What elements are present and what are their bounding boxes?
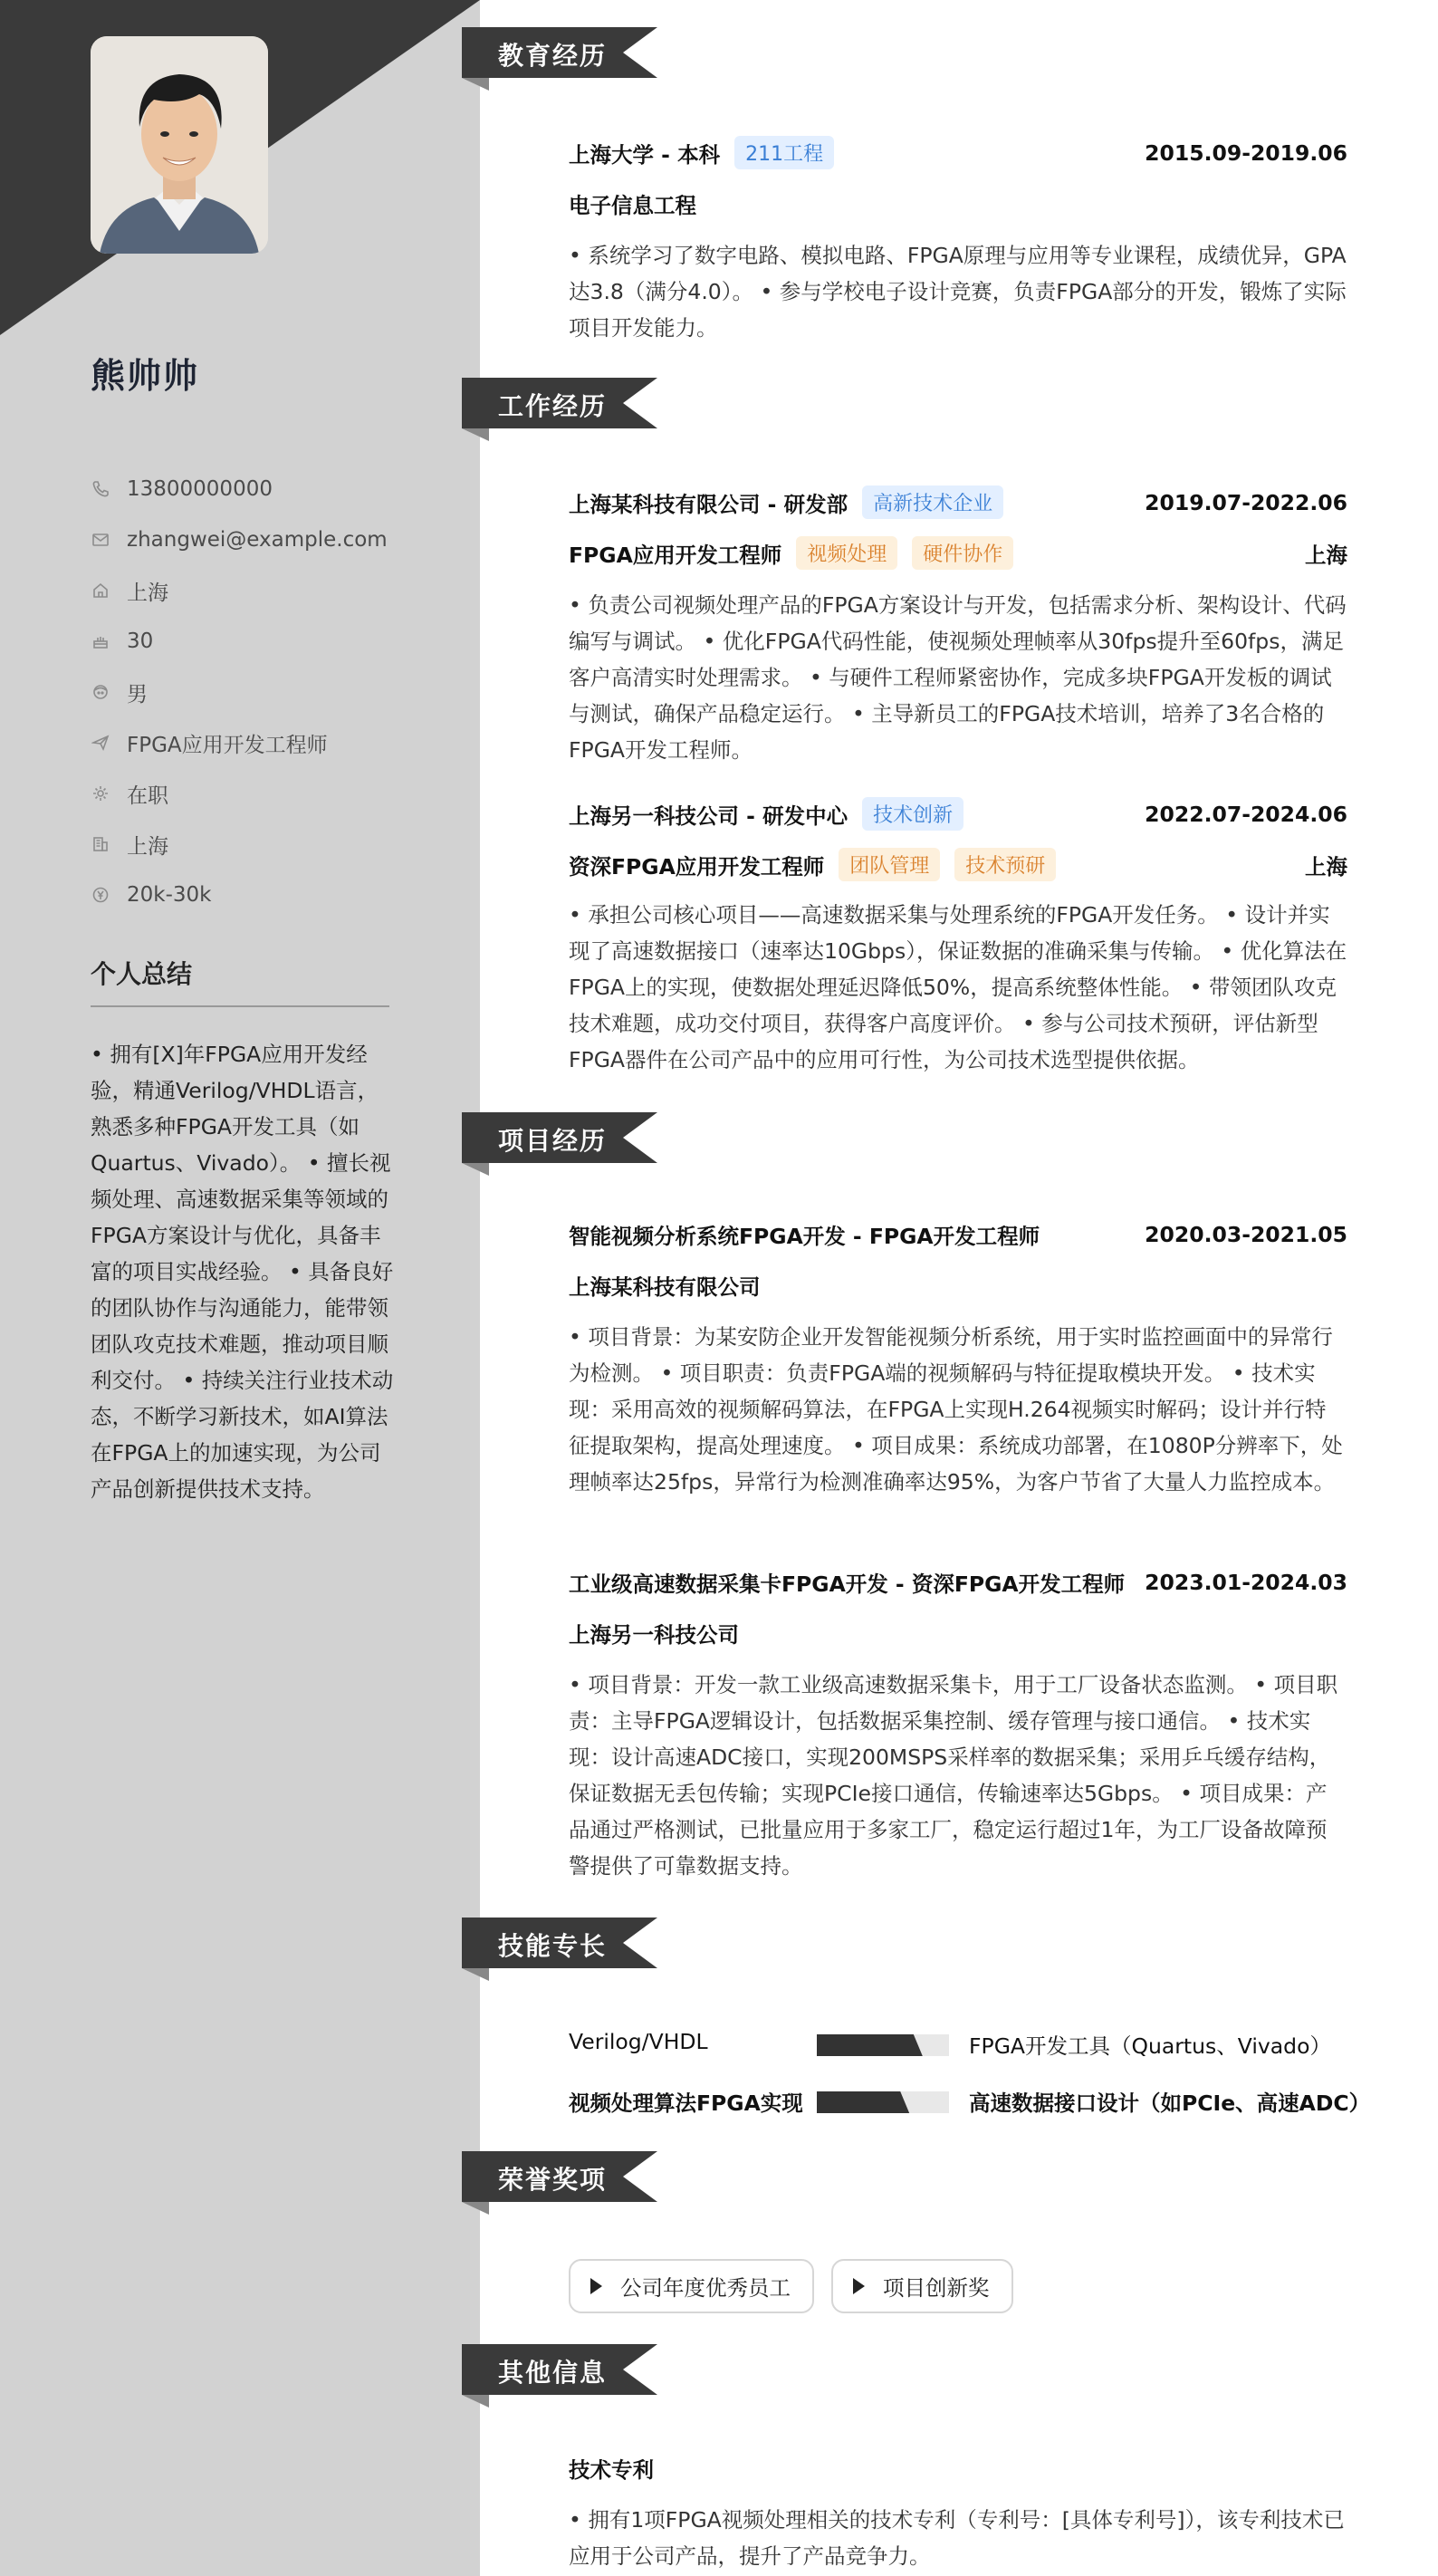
project-1-desc: • 项目背景：为某安防企业开发智能视频分析系统，用于实时监控画面中的异常行为检测。 • 项目职责：负责FPGA端的视频解码与特征提取模块开发。 • 技术实现：采用高效的视频解码算法，在FPGA上实现H.264视频实时解码；设计并行特征提取架构，提高处理速度。 • 项目成果：系统成功部署，在1080P分辨率下，处理帧率达25fps，异常行为检测准确率达95%，为客户节省了大量人力监控成本。 <box>569 1324 1343 1495</box>
skill-2-bar <box>817 2091 949 2113</box>
section-header-work <box>462 378 657 428</box>
info-salary <box>91 870 453 920</box>
section-title-skills: 技能专长 <box>498 1931 608 1961</box>
work-2-desc: • 承担公司核心项目——高速数据采集与处理系统的FPGA开发任务。 • 设计并实现了高速数据接口（速率达10Gbps），保证数据的准确采集与传输。 • 优化算法在FPGA上的实现，使数据处理延迟降低50%，提高系统整体性能。 • 带领团队攻克技术难题，成功交付项目，获得客户高度评价。 • 参与公司技术预研，评估新型FPGA器件在公司产品中的应用可行性，为公司技术选型提供依据。 <box>569 902 1347 1072</box>
project-1-date: 2020.03-2021.05 <box>1145 1222 1347 1247</box>
play-icon <box>590 2278 602 2294</box>
section-header-education <box>462 27 657 78</box>
info-location-text: 上海 <box>127 581 168 605</box>
honor-badge-2 <box>831 2259 1013 2313</box>
home-icon <box>91 581 110 601</box>
work-2-header <box>569 797 1347 831</box>
play-icon <box>853 2278 865 2294</box>
info-gender <box>91 667 453 717</box>
info-gender-text: 男 <box>127 682 148 706</box>
building-icon <box>91 834 110 854</box>
info-phone <box>91 464 453 514</box>
work-2-role-tag-1: 团队管理 <box>839 848 940 881</box>
work-1-city: 上海 <box>1305 542 1347 568</box>
info-work-city <box>91 819 453 870</box>
work-2-role: 资深FPGA应用开发工程师 <box>569 853 825 879</box>
candidate-name: 熊帅帅 <box>91 356 200 396</box>
project-2-header <box>569 1567 1347 1598</box>
project-2-date: 2023.01-2024.03 <box>1145 1570 1347 1595</box>
education-header-row <box>569 136 1347 169</box>
work-1-desc: • 负责公司视频处理产品的FPGA方案设计与开发，包括需求分析、架构设计、代码编写与调试。 • 优化FPGA代码性能，使视频处理帧率从30fps提升至60fps，满足客户高清实时处理需求。 • 与硬件工程师紧密协作，完成多块FPGA开发板的调试与测试，确保产品稳定运行。 • 主导新员工的FPGA技术培训，培养了3名合格的FPGA开发工程师。 <box>569 592 1347 763</box>
info-email-text: zhangwei@example.com <box>127 528 388 552</box>
section-title-project: 项目经历 <box>498 1126 608 1156</box>
project-2-company-row <box>569 1618 1347 1648</box>
skill-row-1 <box>569 2025 1366 2062</box>
work-1-tag: 高新技术企业 <box>862 485 1003 519</box>
section-header-honors <box>462 2151 657 2202</box>
work-1-role-row <box>569 536 1347 570</box>
avatar <box>91 36 268 254</box>
summary-text: • 拥有[X]年FPGA应用开发经验，精通Verilog/VHDL语言，熟悉多种FPGA开发工具（如Quartus、Vivado）。 • 擅长视频处理、高速数据采集等领域的FPGA方案设计与优化，具备丰富的项目实战经验。 • 具备良好的团队协作与沟通能力，能带领团队攻克技术难题，推动项目顺利交付。 • 持续关注行业技术动态，不断学习新技术，如AI算法在FPGA上的加速实现，为公司产品创新提供技术支持。 <box>91 1042 394 1502</box>
section-title-other: 其他信息 <box>498 2358 608 2388</box>
gender-icon <box>91 682 110 702</box>
info-phone-text: 13800000000 <box>127 477 273 501</box>
skill-1-name2: FPGA开发工具（Quartus、Vivado） <box>969 2033 1331 2059</box>
work-1-company: 上海某科技有限公司 - 研发部 <box>569 491 848 517</box>
work-1-date: 2019.07-2022.06 <box>1145 489 1347 515</box>
work-1-role-tag-2: 硬件协作 <box>912 536 1013 570</box>
section-header-project <box>462 1112 657 1163</box>
info-age-text: 30 <box>127 630 154 653</box>
skill-row-2 <box>569 2082 1371 2119</box>
honor-2-label: 项目创新奖 <box>883 2275 990 2301</box>
section-title-education: 教育经历 <box>498 41 608 71</box>
education-desc: • 系统学习了数字电路、模拟电路、FPGA原理与应用等专业课程，成绩优异，GPA达3.8（满分4.0）。 • 参与学校电子设计竞赛，负责FPGA部分的开发，锻炼了实际项目开发能力。 <box>569 243 1347 341</box>
mail-icon <box>91 530 110 550</box>
work-2-company: 上海另一科技公司 - 研发中心 <box>569 803 848 829</box>
project-2-title: 工业级高速数据采集卡FPGA开发 - 资深FPGA开发工程师 <box>569 1572 1126 1597</box>
work-2-city: 上海 <box>1305 853 1347 879</box>
education-tag: 211工程 <box>734 136 834 169</box>
contact-info-list <box>91 464 453 920</box>
salary-icon <box>91 885 110 905</box>
skill-2-name2: 高速数据接口设计（如PCIe、高速ADC） <box>969 2091 1371 2116</box>
section-title-honors: 荣誉奖项 <box>498 2165 608 2195</box>
info-position <box>91 717 453 768</box>
phone-icon <box>91 479 110 499</box>
info-position-text: FPGA应用开发工程师 <box>127 733 328 757</box>
summary-title: 个人总结 <box>91 959 193 989</box>
education-major-row <box>569 188 1347 219</box>
project-1-header <box>569 1219 1347 1250</box>
info-work-city-text: 上海 <box>127 834 168 859</box>
skill-2-name: 视频处理算法FPGA实现 <box>569 2091 803 2116</box>
info-salary-text: 20k-30k <box>127 883 212 907</box>
status-icon <box>91 783 110 803</box>
work-2-role-tag-2: 技术预研 <box>954 848 1056 881</box>
project-2-desc: • 项目背景：开发一款工业级高速数据采集卡，用于工厂设备状态监测。 • 项目职责：主导FPGA逻辑设计，包括数据采集控制、缓存管理与接口通信。 • 技术实现：设计高速ADC接口，实现200MSPS采样率的数据采集；采用乒乓缓存结构，保证数据无丢包传输；实现PCIe接口通信，传输速率达5Gbps。 • 项目成果：产品通过严格测试，已批量应用于多家工厂，稳定运行超过1年，为工厂设备故障预警提供了可靠数据支持。 <box>569 1672 1338 1879</box>
section-header-other <box>462 2344 657 2395</box>
cake-icon <box>91 631 110 651</box>
project-2-company: 上海另一科技公司 <box>569 1622 739 1648</box>
info-status-text: 在职 <box>127 783 168 808</box>
skill-1-name: Verilog/VHDL <box>569 2029 708 2054</box>
honor-1-label: 公司年度优秀员工 <box>620 2275 791 2301</box>
send-icon <box>91 733 110 753</box>
education-date: 2015.09-2019.06 <box>1145 139 1347 166</box>
info-email <box>91 514 453 565</box>
info-status <box>91 768 453 819</box>
work-2-role-row <box>569 848 1347 881</box>
education-school: 上海大学 - 本科 <box>569 141 721 168</box>
skill-2-bar-fill <box>817 2091 909 2113</box>
other-title: 技术专利 <box>569 2457 654 2483</box>
info-location <box>91 565 453 616</box>
summary-divider <box>91 1005 389 1007</box>
work-1-header <box>569 485 1347 519</box>
other-title-row <box>569 2453 1347 2484</box>
work-1-role: FPGA应用开发工程师 <box>569 542 782 568</box>
info-age <box>91 616 453 667</box>
work-2-date: 2022.07-2024.06 <box>1145 801 1347 827</box>
work-2-tag: 技术创新 <box>862 797 963 831</box>
skill-1-bar <box>817 2034 949 2056</box>
honor-badge-1 <box>569 2259 814 2313</box>
education-major: 电子信息工程 <box>569 193 696 218</box>
section-header-skills <box>462 1918 657 1968</box>
skill-1-bar-fill <box>817 2034 923 2056</box>
project-1-title: 智能视频分析系统FPGA开发 - FPGA开发工程师 <box>569 1224 1040 1249</box>
project-1-company-row <box>569 1270 1347 1301</box>
work-1-role-tag-1: 视频处理 <box>796 536 897 570</box>
project-1-company: 上海某科技有限公司 <box>569 1274 761 1300</box>
sidebar <box>0 0 480 2576</box>
other-desc: • 拥有1项FPGA视频处理相关的技术专利（专利号：[具体专利号]），该专利技术已应用于公司产品，提升了产品竞争力。 <box>569 2507 1345 2569</box>
section-title-work: 工作经历 <box>498 391 608 421</box>
